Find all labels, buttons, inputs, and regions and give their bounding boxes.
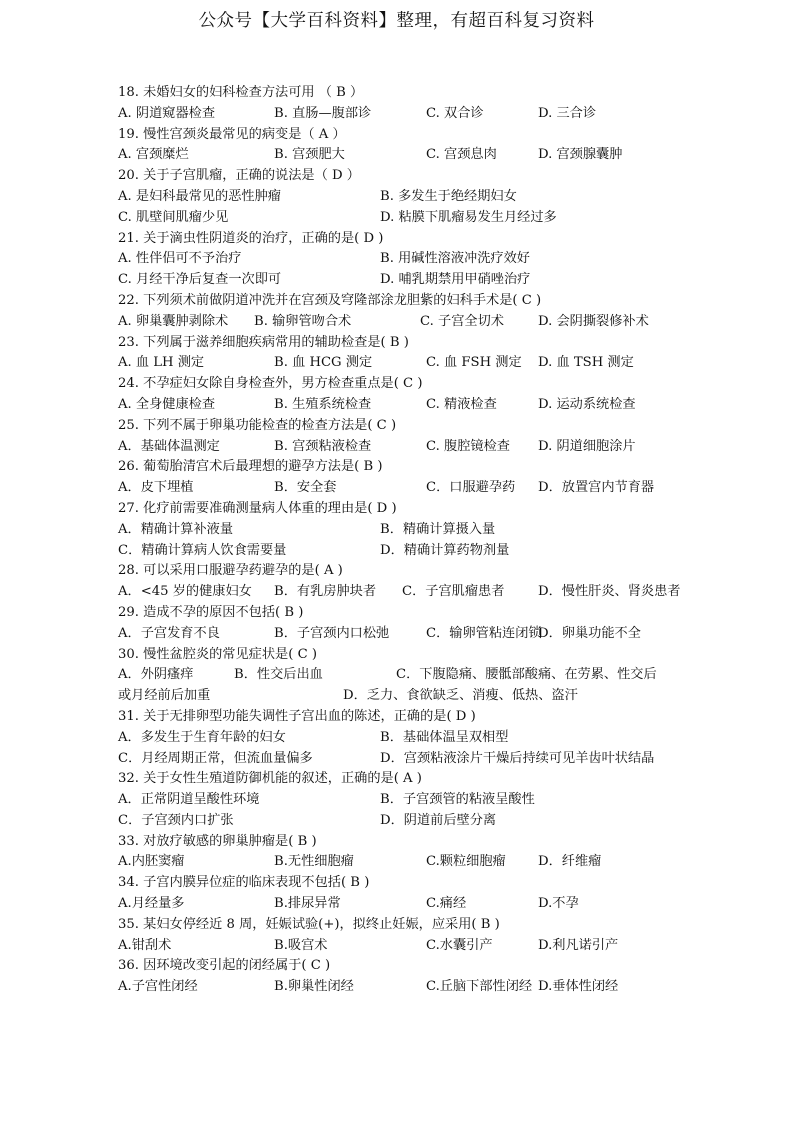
option-text: C．口服避孕药	[426, 480, 516, 496]
option-text: A. 性伴侣可不予治疗	[118, 251, 242, 267]
question-stem: 32. 关于女性生殖道防御机能的叙述，正确的是( A )	[118, 771, 422, 787]
question-stem: 36. 因环境改变引起的闭经属于( C )	[118, 958, 331, 974]
option-text: B.排尿异常	[274, 896, 341, 912]
option-row	[118, 936, 688, 957]
question-stem: 27. 化疗前需要准确测量病人体重的理由是( D )	[118, 500, 397, 516]
option-text: B. 多发生于绝经期妇女	[380, 188, 517, 204]
option-row	[118, 790, 688, 811]
question-stem: 35. 某妇女停经近 8 周，妊娠试验(+)，拟终止妊娠，应采用( B )	[118, 916, 500, 932]
option-row	[118, 977, 688, 998]
option-text: D. 会阴撕裂修补术	[538, 313, 649, 329]
option-row	[118, 541, 688, 562]
option-text: A．外阴瘙痒	[118, 667, 194, 683]
option-text: A. 宫颈糜烂	[118, 147, 189, 163]
option-text: A．<45 岁的健康妇女	[118, 584, 252, 600]
option-text: D. 血 TSH 测定	[538, 355, 634, 371]
option-row	[118, 811, 688, 832]
option-text: D．卵巢功能不全	[538, 625, 641, 641]
question-stem: 24. 不孕症妇女除自身检查外，男方检查重点是( C )	[118, 376, 423, 392]
option-text: D. 粘膜下肌瘤易发生月经过多	[380, 209, 557, 225]
question-list	[118, 83, 688, 998]
question-stem: 18. 未婚妇女的妇科检查方法可用 （ B ）	[118, 85, 364, 100]
option-text: C．子宫颈内口扩张	[118, 812, 234, 828]
option-text: C. 子宫全切术	[420, 313, 504, 329]
question-stem: 26. 葡萄胎清宫术后最理想的避孕方法是( B )	[118, 459, 383, 475]
option-text: B．精确计算摄入量	[380, 521, 496, 537]
question-stem: 23. 下列属于滋养细胞疾病常用的辅助检查是( B )	[118, 334, 409, 350]
question-stem: 31. 关于无排卵型功能失调性子宫出血的陈述，正确的是( D )	[118, 708, 476, 724]
option-text: C. 宫颈息肉	[426, 147, 497, 163]
option-text: D. 阴道细胞涂片	[538, 438, 636, 454]
option-text: B．子宫颈内口松弛	[274, 625, 390, 641]
option-text: D. 哺乳期禁用甲硝唑治疗	[380, 272, 531, 288]
option-row	[118, 437, 688, 458]
option-text: C. 精液检查	[426, 396, 497, 412]
option-text: A.子宫性闭经	[118, 979, 198, 995]
option-text: A．皮下埋植	[118, 480, 194, 496]
option-text: D．纤维瘤	[538, 854, 602, 870]
option-text: D. 运动系统检查	[538, 396, 636, 412]
option-text: B．安全套	[274, 480, 337, 496]
option-row	[118, 624, 688, 645]
option-text: C. 双合诊	[426, 105, 484, 121]
question-stem: 25. 下列不属于卵巢功能检查的检查方法是( C )	[118, 417, 397, 433]
option-row	[118, 208, 688, 229]
option-text: C. 月经干净后复查一次即可	[118, 272, 282, 288]
question-stem: 20. 关于子宫肌瘤，正确的说法是（ D ）	[118, 168, 360, 184]
option-row	[118, 395, 688, 416]
option-text: A．子宫发育不良	[118, 625, 220, 641]
option-text: D．阴道前后壁分离	[380, 812, 497, 828]
question-stem: 33. 对放疗敏感的卵巢肿瘤是( B )	[118, 833, 317, 849]
option-row	[118, 145, 688, 166]
option-text: B．有乳房肿块者	[274, 584, 377, 600]
option-row	[118, 686, 688, 707]
option-row	[118, 249, 688, 270]
option-text: A. 阴道窥器检查	[118, 105, 216, 121]
option-text: D．精确计算药物剂量	[380, 542, 510, 558]
option-text: B．基础体温呈双相型	[380, 729, 509, 745]
option-text: B. 宫颈粘液检查	[274, 438, 372, 454]
option-text: B.卵巢性闭经	[274, 979, 354, 995]
option-row	[118, 478, 688, 499]
option-text: D. 三合诊	[538, 105, 597, 121]
option-row	[118, 852, 688, 873]
option-text: A.内胚窦瘤	[118, 854, 185, 870]
option-text: B. 血 HCG 测定	[274, 355, 373, 371]
option-text: D．放置宫内节育器	[538, 480, 655, 496]
option-row	[118, 749, 688, 770]
option-text: C.颗粒细胞瘤	[426, 854, 506, 870]
option-text: D.垂体性闭经	[538, 979, 619, 995]
option-text: C.痛经	[426, 896, 467, 912]
option-text: D.利凡诺引产	[538, 937, 619, 953]
option-text: D.不孕	[538, 896, 579, 912]
option-text: C．下腹隐痛、腰骶部酸痛、在劳累、性交后	[396, 667, 657, 683]
option-text: B. 输卵管吻合术	[254, 313, 352, 329]
option-text: A．多发生于生育年龄的妇女	[118, 729, 286, 745]
option-text: D．乏力、食欲缺乏、消瘦、低热、盗汗	[343, 688, 578, 704]
option-row	[118, 270, 688, 291]
option-text: D．慢性肝炎、肾炎患者	[538, 584, 681, 600]
option-text: A．正常阴道呈酸性环境	[118, 792, 260, 808]
question-stem: 22. 下列须术前做阴道冲洗并在宫颈及穹隆部涂龙胆紫的妇科手术是( C )	[118, 292, 542, 308]
option-text: C．精确计算病人饮食需要量	[118, 542, 287, 558]
option-row	[118, 582, 688, 603]
option-row	[118, 728, 688, 749]
page-header: 公众号【大学百科资料】整理，有超百科复习资料	[198, 11, 595, 31]
option-text: A．基础体温测定	[118, 438, 220, 454]
option-text: B．性交后出血	[234, 667, 323, 683]
option-text: C.丘脑下部性闭经	[426, 979, 533, 995]
option-text: 或月经前后加重	[118, 688, 211, 704]
option-text: A．精确计算补液量	[118, 521, 234, 537]
option-text: D．宫颈粘液涂片干燥后持续可见羊齿叶状结晶	[380, 750, 655, 766]
option-row	[118, 665, 688, 686]
option-text: B. 生殖系统检查	[274, 396, 372, 412]
option-row	[118, 312, 688, 333]
option-text: C．月经周期正常，但流血量偏多	[118, 750, 313, 766]
option-text: A. 是妇科最常见的恶性肿瘤	[118, 188, 281, 204]
option-text: B. 宫颈肥大	[274, 147, 345, 163]
option-text: C. 血 FSH 测定	[426, 355, 522, 371]
question-stem: 30. 慢性盆腔炎的常见症状是( C )	[118, 646, 317, 662]
question-stem: 19. 慢性宫颈炎最常见的病变是（ A ）	[118, 126, 346, 142]
option-text: C. 腹腔镜检查	[426, 438, 510, 454]
option-text: B.吸宫术	[274, 937, 328, 953]
option-row	[118, 520, 688, 541]
option-text: C. 肌壁间肌瘤少见	[118, 209, 229, 225]
option-text: A. 血 LH 测定	[118, 355, 205, 371]
option-text: D. 宫颈腺囊肿	[538, 147, 623, 163]
option-text: C．子宫肌瘤患者	[402, 584, 505, 600]
option-row	[118, 353, 688, 374]
option-text: A.钳刮术	[118, 937, 172, 953]
option-row	[118, 104, 688, 125]
option-text: A. 全身健康检查	[118, 396, 216, 412]
option-text: B．子宫颈管的粘液呈酸性	[380, 792, 535, 808]
option-text: C.水囊引产	[426, 937, 493, 953]
question-stem: 21. 关于滴虫性阴道炎的治疗，正确的是( D )	[118, 230, 384, 246]
option-text: A. 卵巢囊肿剥除术	[118, 313, 229, 329]
option-text: C．输卵管粘连闭锁	[426, 625, 542, 641]
question-stem: 29. 造成不孕的原因不包括( B )	[118, 604, 304, 620]
question-stem: 28. 可以采用口服避孕药避孕的是( A )	[118, 563, 343, 579]
option-text: B.无性细胞瘤	[274, 854, 354, 870]
option-row	[118, 187, 688, 208]
question-stem: 34. 子宫内膜异位症的临床表现不包括( B )	[118, 875, 370, 891]
option-text: A.月经量多	[118, 896, 185, 912]
option-text: B. 用碱性溶液冲洗疗效好	[380, 251, 530, 267]
option-text: B. 直肠—腹部诊	[274, 105, 372, 121]
option-row	[118, 894, 688, 915]
